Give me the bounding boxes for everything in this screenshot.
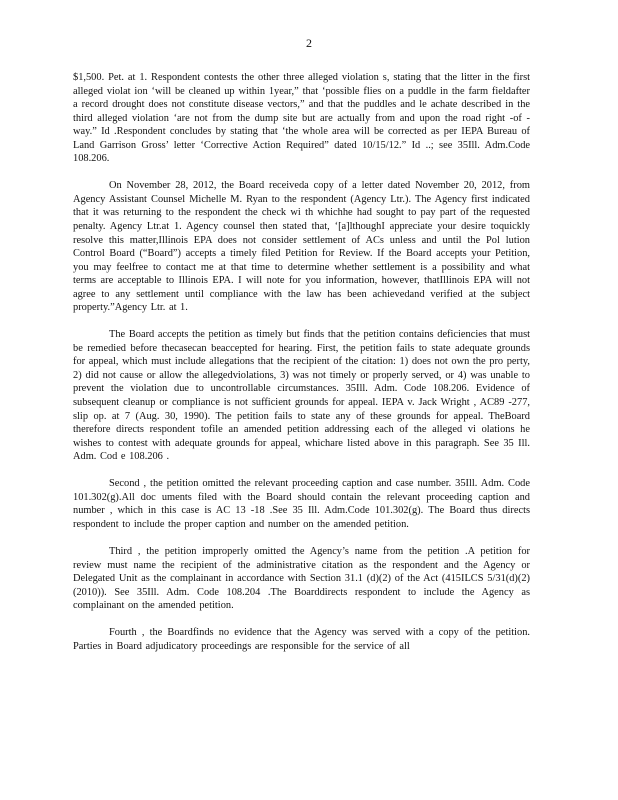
- paragraph-agency-name-omitted: Third , the petition improperly omitted the Agency’s name from the petition .A petition for review must name the recipient of the administrative citation as the respondent and the Agency or Delegated Unit as the complainant in accordance with Section 31.1 (d)(2) of the Act (415ILCS 5/31(d)(2) (2010)). See 35Ill. Adm. Code 108.204 .The Boarddirects respondent to include the Agency as complainant on the amended petition.: [73, 545, 530, 612]
- body-text: [73, 71, 530, 653]
- paragraph-service-evidence: Fourth , the Boardfinds no evidence that the Agency was served with a copy of the petition. Parties in Board adjudicatory proceedings are responsible for the service of all: [73, 627, 530, 652]
- paragraph-deficiencies-grounds: The Board accepts the petition as timely but finds that the petition contains deficiencies that must be remedied before thecasecan beaccepted for hearing. First, the petition fails to state adequate grounds for appeal, which must include allegations that the recipient of the citation: 1) does not own the pro perty, 2) did not cause or allow the allegedviolations, 3) was not timely or properly served, or 4) was unable to prevent the violation due to uncontrollable circumstances. 35Ill. Adm. Code 108.206. Evidence of subsequent cleanup or compliance is not sufficient grounds for appeal. IEPA v. Jack Wright , AC89 -277, slip op. at 7 (Aug. 30, 1990). The petition fails to state any of these grounds for appeal. TheBoard therefore directs respondent tofile an amended petition addressing each of the alleged vi olations he wishes to contest with adequate grounds for appeal, whichare listed above in this paragraph. See 35 Ill. Adm. Cod e 108.206 .: [73, 329, 530, 463]
- paragraph-caption-omitted: Second , the petition omitted the relevant proceeding caption and case number. 35Ill. Adm. Code 101.302(g).All doc uments filed with the Board should contain the relevant proceeding caption and number , which in this case is AC 13 -18 .See 35 Ill. Adm.Code 101.302(g). The Board thus directs respondent to include the proper caption and number on the amended petition.: [73, 478, 530, 530]
- paragraph-agency-letter: On November 28, 2012, the Board receiveda copy of a letter dated November 20, 2012, from Agency Assistant Counsel Michelle M. Ryan to the respondent (Agency Ltr.). The Agency first indicated that it was returning to the respondent the check wi th whichhe had sought to pay part of the requested penalty. Agency Ltr.at 1. Agency counsel then stated that, ‘[a]lthoughI appreciate your desire toquickly resolve this matter,Illinois EPA does not consider settlement of ACs unless and until the Pol lution Control Board (“Board”) accepts a timely filed Petition for Review. If the Board accepts your Petition, you may feelfree to contact me at that time to determine whether settlement is a possibility and what terms are acceptable to Illinois EPA. I will note for you information, however, thatIllinois EPA will not agree to any settlement until compliance with the law has been achievedand verified at the subject property.”Agency Ltr. at 1.: [73, 180, 530, 314]
- paragraph-respondent-contests: $1,500. Pet. at 1. Respondent contests the other three alleged violation s, stating that the litter in the first alleged violat ion ‘will be cleaned up within 1year,” that ‘possible flies on a puddle in the farm fieldafter a record drought does not constitute disease vectors,” and that the puddles and le achate described in the third alleged violation ‘are not from the dump site but are actually from and upon the road right -of -way.” Id .Respondent concludes by stating that ‘the whole area will be corrected as per IEPA Bureau of Land Garrison Gross’ letter ‘Corrective Action Required” dated 10/15/12.” Id ..; see 35Ill. Adm.Code 108.206.: [73, 72, 530, 165]
- page-number: 2: [306, 36, 312, 50]
